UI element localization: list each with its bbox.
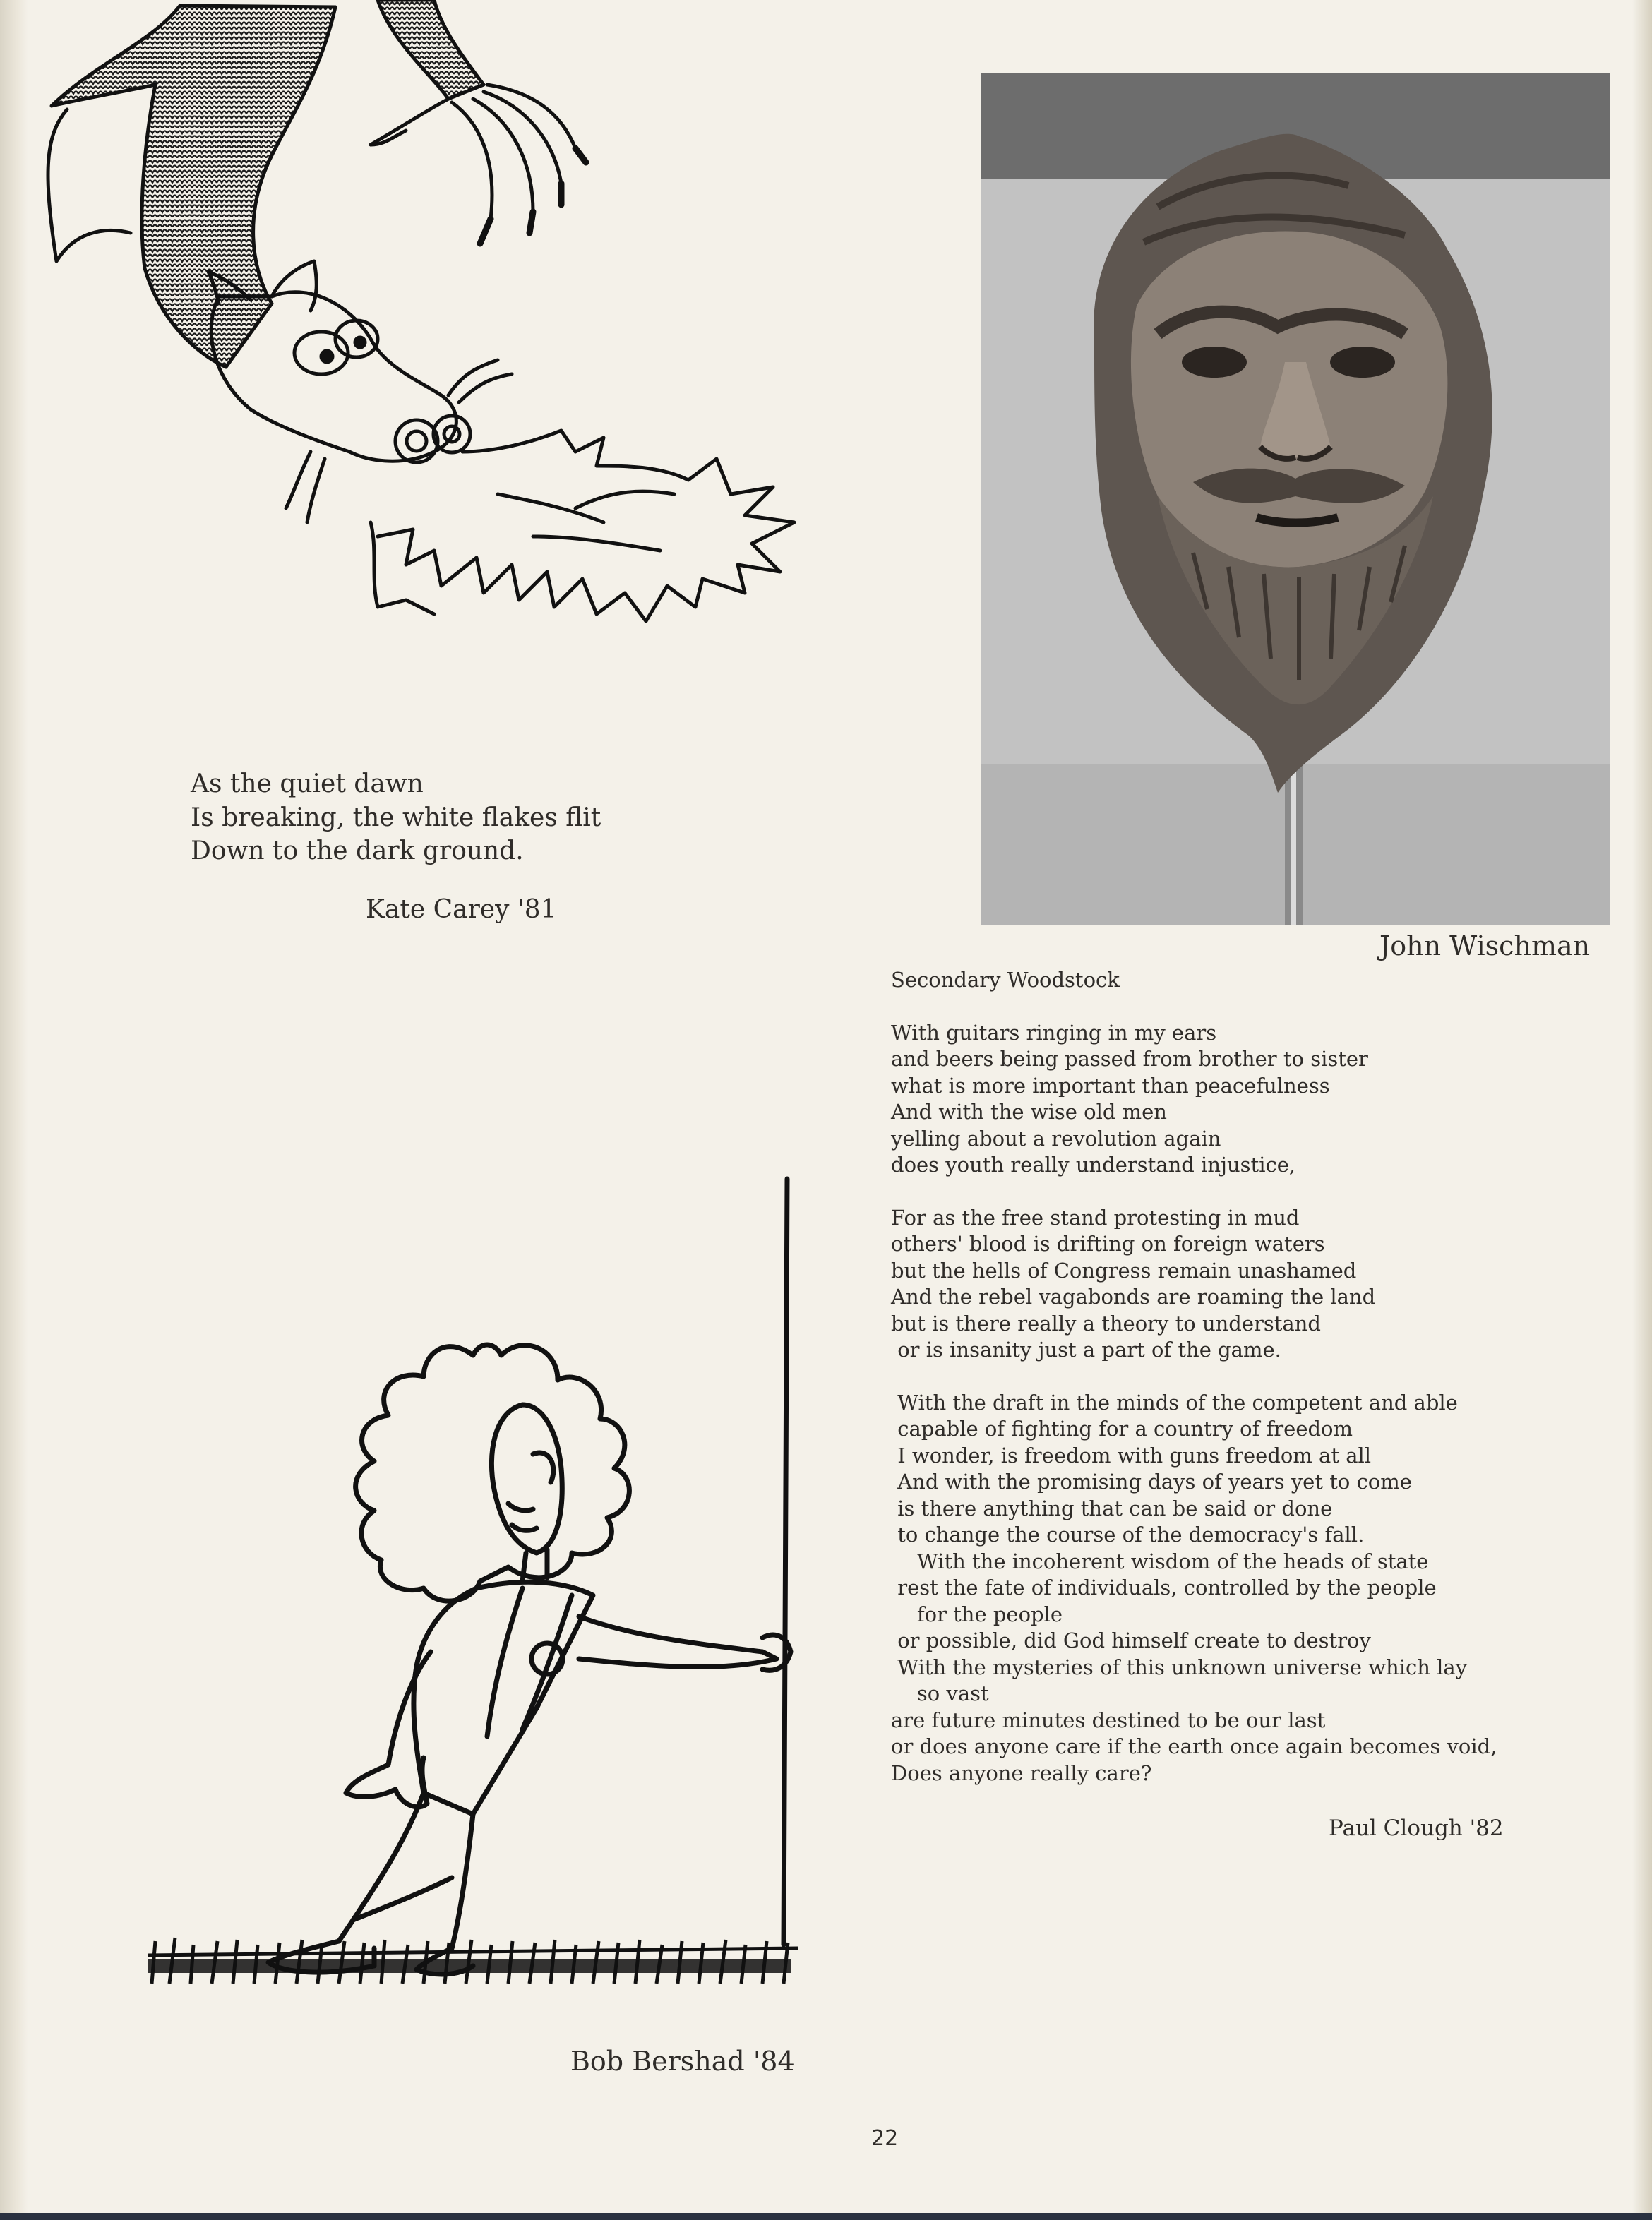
drawing-credit: Bob Bershad '84 xyxy=(570,2046,795,2077)
poem-line: Does anyone really care? xyxy=(891,1760,1152,1785)
poem-line: so vast xyxy=(891,1681,989,1705)
poem-line: or possible, did God himself create to destroy xyxy=(891,1628,1371,1652)
poem-line: does youth really understand injustice, xyxy=(891,1153,1296,1177)
poem-line: but the hells of Congress remain unashamed xyxy=(891,1258,1357,1283)
poem-line: what is more important than peacefulness xyxy=(891,1073,1330,1098)
page-binding-shadow xyxy=(0,0,28,2220)
poem-line: but is there really a theory to understand xyxy=(891,1311,1321,1336)
poem-line: rest the fate of individuals, controlled by the people xyxy=(891,1576,1437,1600)
poem-line: or does anyone care if the earth once again becomes void, xyxy=(891,1734,1497,1758)
poem-line: yelling about a revolution again xyxy=(891,1126,1221,1151)
dragon-illustration xyxy=(39,0,808,642)
poem-line: are future minutes destined to be our last xyxy=(891,1708,1326,1732)
poem-title: Secondary Woodstock xyxy=(891,968,1120,992)
poem-line: With the mysteries of this unknown universe which lay xyxy=(891,1655,1468,1679)
poem-author: Paul Clough '82 xyxy=(1329,1816,1504,1841)
haiku-line: Is breaking, the white flakes flit xyxy=(191,803,601,832)
photo-credit: John Wischman xyxy=(1379,930,1591,961)
poem-line: And with the wise old men xyxy=(891,1100,1167,1124)
poem-line: for the people xyxy=(891,1602,1063,1626)
poem-line: For as the free stand protesting in mud xyxy=(891,1205,1300,1230)
poem-line: I wonder, is freedom with guns freedom at all xyxy=(891,1443,1372,1468)
page-edge-shadow xyxy=(1632,0,1652,2220)
poem-line: is there anything that can be said or done xyxy=(891,1496,1333,1520)
poem-line: With the incoherent wisdom of the heads of state xyxy=(891,1549,1429,1573)
poem-line: and beers being passed from brother to sister xyxy=(891,1047,1368,1071)
poem-line: capable of fighting for a country of freedom xyxy=(891,1417,1353,1441)
woodstock-poem xyxy=(891,967,1497,1787)
hippie-figure-drawing xyxy=(141,1172,812,1998)
haiku-author: Kate Carey '81 xyxy=(366,895,557,924)
poem-line: And the rebel vagabonds are roaming the land xyxy=(891,1285,1376,1309)
sculpture-face-image xyxy=(981,73,1610,925)
poem-line: With guitars ringing in my ears xyxy=(891,1020,1217,1045)
poem-line: And with the promising days of years yet to come xyxy=(891,1470,1412,1494)
poem-line: others' blood is drifting on foreign waters xyxy=(891,1232,1325,1256)
haiku-poem xyxy=(191,767,601,868)
poem-line: to change the course of the democracy's fall. xyxy=(891,1523,1365,1547)
poem-line: or is insanity just a part of the game. xyxy=(891,1338,1281,1362)
poem-line: With the draft in the minds of the competent and able xyxy=(891,1390,1458,1415)
haiku-line: As the quiet dawn xyxy=(191,769,424,798)
haiku-line: Down to the dark ground. xyxy=(191,836,524,866)
page-bottom-edge xyxy=(0,2213,1652,2220)
page-number: 22 xyxy=(871,2126,899,2151)
sculpture-photo xyxy=(981,73,1610,925)
